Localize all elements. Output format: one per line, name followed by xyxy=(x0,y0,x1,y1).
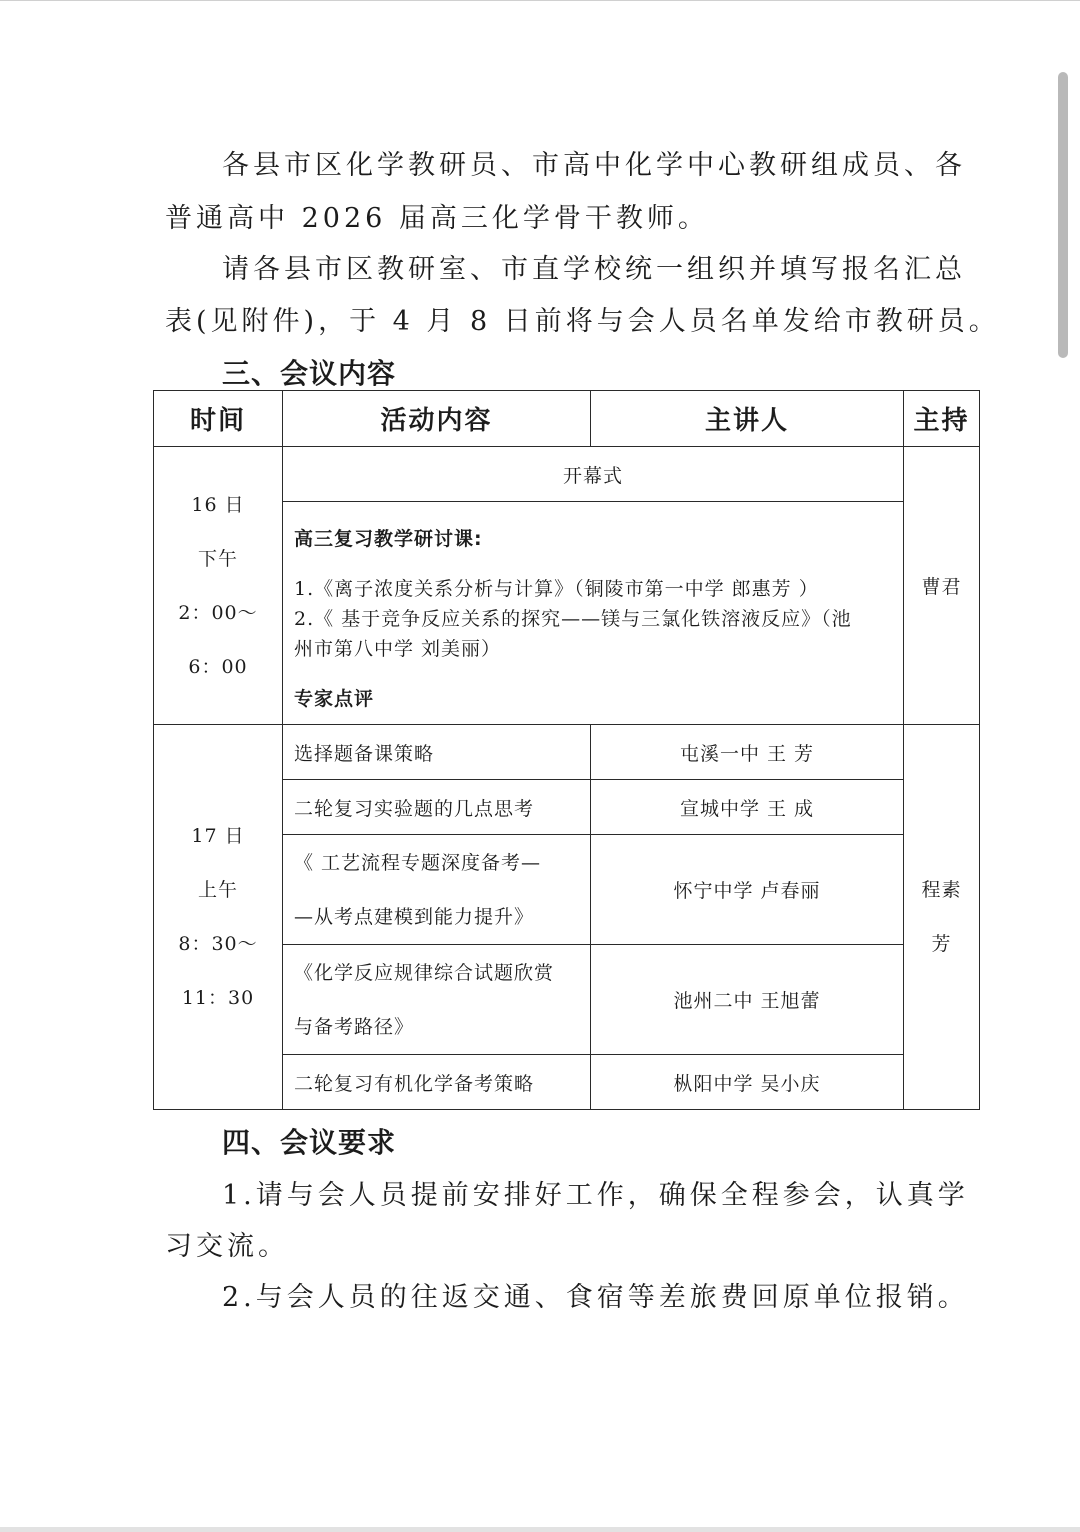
lesson-2a: 2.《 基于竞争反应关系的探究——镁与三氯化铁溶液反应》（池 xyxy=(294,608,852,630)
requirement-1-line-1: 1.请与会人员提前安排好工作，确保全程参会，认真学 xyxy=(222,1180,969,1211)
host-cell-17 xyxy=(904,725,980,1110)
time-date: 17 日 xyxy=(191,825,245,847)
talk-content: 二轮复习有机化学备考策略 xyxy=(283,1055,591,1110)
lesson-2b: 州市第八中学 刘美丽） xyxy=(294,638,502,660)
talk-content xyxy=(283,835,591,945)
time-end: 11：30 xyxy=(181,987,255,1009)
intro-line-4: 表(见附件)，于 4 月 8 日前将与会人员名单发给市教研员。 xyxy=(165,306,1000,337)
header-content: 活动内容 xyxy=(283,391,591,447)
talk-speaker: 池州二中 王旭蕾 xyxy=(591,945,904,1055)
page-top-border xyxy=(0,0,1080,1)
lesson-1: 1.《离子浓度关系分析与计算》（铜陵市第一中学 郎惠芳 ） xyxy=(294,578,819,600)
time-period: 上午 xyxy=(197,879,238,901)
talk-content: 二轮复习实验题的几点思考 xyxy=(283,780,591,835)
talk-speaker: 怀宁中学 卢春丽 xyxy=(591,835,904,945)
scrollbar-thumb[interactable] xyxy=(1058,72,1068,358)
time-date: 16 日 xyxy=(191,493,245,516)
talk-content: 选择题备课策略 xyxy=(283,725,591,780)
time-cell-16 xyxy=(154,447,283,725)
expert-review: 专家点评 xyxy=(294,688,375,710)
intro-line-1: 各县市区化学教研员、市高中化学中心教研组成员、各 xyxy=(222,150,966,181)
time-end: 6：00 xyxy=(188,655,248,678)
schedule-table xyxy=(153,390,980,1110)
talk-content-line: —从考点建模到能力提升》 xyxy=(294,905,535,928)
talk-speaker: 枞阳中学 吴小庆 xyxy=(591,1055,904,1110)
talk-content-line: 《化学反应规律综合试题欣赏 xyxy=(294,961,555,984)
table-header-row xyxy=(154,391,980,447)
header-speaker: 主讲人 xyxy=(591,391,904,447)
header-time: 时间 xyxy=(154,391,283,447)
host-cell-16: 曹君 xyxy=(904,447,980,725)
time-cell-17 xyxy=(154,725,283,1110)
intro-line-3: 请各县市区教研室、市直学校统一组织并填写报名汇总 xyxy=(222,254,966,285)
host-name-part1: 程素 xyxy=(921,879,962,901)
table-row xyxy=(154,725,980,780)
talk-content-line: 《 工艺流程专题深度备考— xyxy=(294,851,542,874)
header-host: 主持 xyxy=(904,391,980,447)
talk-speaker: 屯溪一中 王 芳 xyxy=(591,725,904,780)
time-start: 8：30～ xyxy=(178,933,258,955)
requirement-2: 2.与会人员的往返交通、食宿等差旅费回原单位报销。 xyxy=(222,1282,969,1313)
time-start: 2：00～ xyxy=(178,601,258,624)
opening-ceremony: 开幕式 xyxy=(283,447,904,502)
requirement-1-line-2: 习交流。 xyxy=(165,1231,289,1262)
lesson-title: 高三复习教学研讨课: xyxy=(294,528,483,550)
table-row xyxy=(154,447,980,502)
talk-content-line: 与备考路径》 xyxy=(294,1015,415,1038)
page-bottom-border xyxy=(0,1527,1080,1532)
talk-speaker: 宣城中学 王 成 xyxy=(591,780,904,835)
host-name-part2: 芳 xyxy=(931,933,952,955)
talk-content xyxy=(283,945,591,1055)
intro-line-2: 普通高中 2026 届高三化学骨干教师。 xyxy=(165,203,709,234)
time-period: 下午 xyxy=(197,547,238,570)
section-4-heading: 四、会议要求 xyxy=(222,1126,397,1159)
lesson-block xyxy=(283,502,904,725)
section-3-heading: 三、会议内容 xyxy=(222,357,397,390)
